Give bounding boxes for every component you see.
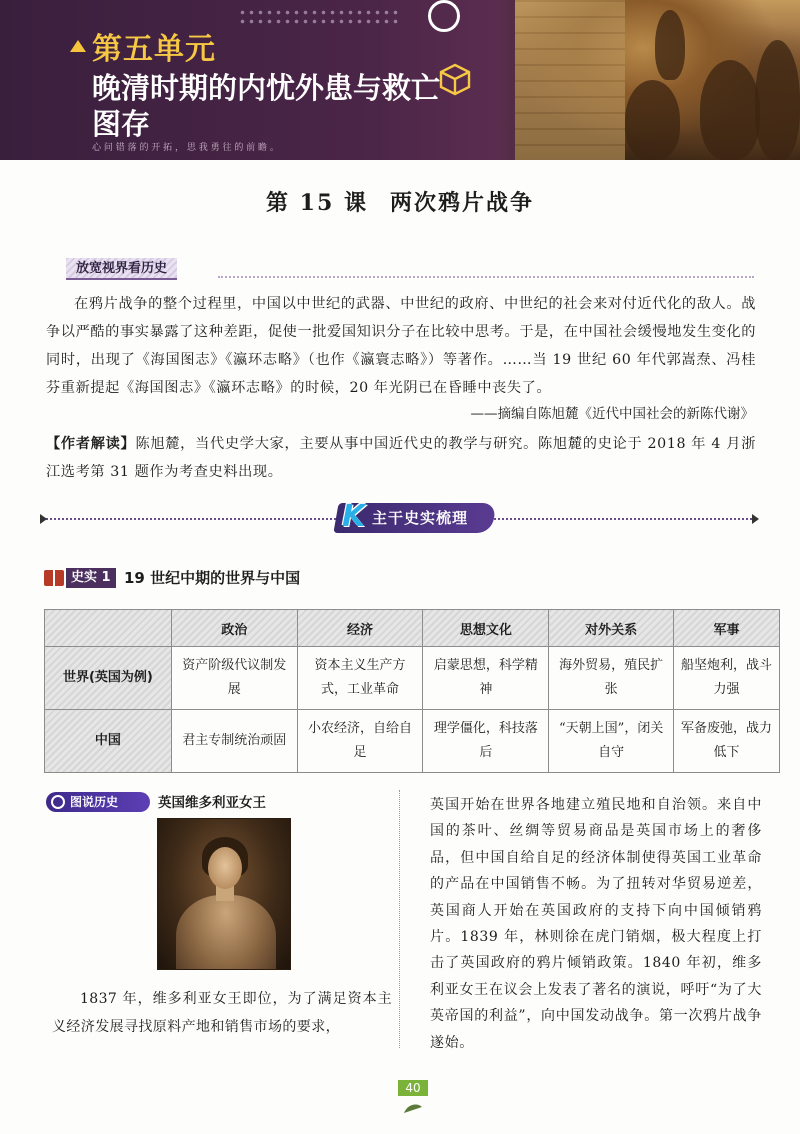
picture-caption: 1837 年，维多利亚女王即位，为了满足资本主义经济发展寻找原料产地和销售市场的要求， [52,991,392,1035]
row-header: 世界(英国为例) [45,647,172,710]
table-cell: 海外贸易，殖民扩张 [549,647,674,710]
table-cell: 君主专制统治顽固 [171,710,297,773]
broaden-paragraph: 在鸦片战争的整个过程里，中国以中世纪的武器、中世纪的政府、中世纪的社会来对付近代化的敌人。战争以严酷的事实暴露了这种差距，促使一批爱国知识分子在比较中思考。于是，在中国社会缓慢地发生变化的同时，出现了《海国图志》《瀛环志略》（也作《瀛寰志略》）等著作。……当 19 世纪 60 年代郭嵩焘、冯桂芬重新提起《海国图志》《瀛环志略》的时候，20 年光阴已在昏睡中丧失了。 [46,296,756,396]
decor-ring [428,0,460,32]
banner-history-photo [515,0,800,160]
fact-badge: 史实 1 [66,568,116,588]
unit-title: 第五单元 [92,32,216,67]
table-header-cell: 对外关系 [549,610,674,647]
lesson-number: 第 15 课 [266,190,368,216]
lesson-title [0,186,800,217]
table-cell: 资本主义生产方式，工业革命 [297,647,423,710]
triangle-icon [70,40,86,52]
table-cell: 资产阶级代议制发展 [171,647,297,710]
page-number: 40 [398,1080,428,1096]
comparison-table [44,609,780,773]
broaden-section-label: 放宽视界看历史 [66,258,177,280]
queen-victoria-portrait [157,818,291,970]
k-letter-icon: K [342,499,366,534]
section-divider [218,276,754,278]
picture-history-badge [46,792,150,812]
table-cell: 军备废弛，战力低下 [674,710,780,773]
picture-history-box [42,790,400,1048]
leaf-icon [402,1101,424,1115]
arrow-right-icon [40,514,47,524]
author-note-label: 【作者解读】 [46,436,136,452]
picture-title: 英国维多利亚女王 [158,795,266,811]
table-row [45,710,780,773]
table-cell: 理学僵化，科技落后 [423,710,549,773]
author-note [46,430,756,486]
table-header-row [45,610,780,647]
unit-banner [0,0,800,160]
table-cell: “天朝上国”，闭关自守 [549,710,674,773]
fact-title: 19 世纪中期的世界与中国 [124,569,301,587]
table-header-cell: 经济 [297,610,423,647]
quote-source: ——摘编自陈旭麓《近代中国社会的新陈代谢》 [470,406,754,422]
table-cell: 小农经济，自给自足 [297,710,423,773]
author-note-text: 陈旭麓，当代史学大家，主要从事中国近代史的教学与研究。陈旭麓的史论于 2018 年 4 月浙江选考第 31 题作为考查史料出现。 [46,436,756,480]
arrow-right-icon [752,514,759,524]
main-section-label: 主干史实梳理 [372,509,469,527]
table-row [45,647,780,710]
unit-subtitle: 晚清时期的内忧外患与救亡图存 [92,71,441,141]
decor-dots [238,8,398,26]
unit-tagline: 心 问 错 落 的 开 拓 ， 思 我 勇 往 的 前 瞻 。 [92,143,279,153]
lesson-name: 两次鸦片战争 [389,190,534,216]
lens-icon [51,795,65,809]
table-header-cell: 政治 [171,610,297,647]
table-header-cell: 思想文化 [423,610,549,647]
table-cell: 船坚炮利，战斗力强 [674,647,780,710]
cube-icon [438,62,472,96]
book-icon [44,570,64,586]
picture-history-label: 图说历史 [70,795,119,809]
table-header-cell [45,610,172,647]
table-cell: 启蒙思想，科学精神 [423,647,549,710]
row-header: 中国 [45,710,172,773]
picture-caption-continued: 英国开始在世界各地建立殖民地和自治领。来自中国的茶叶、丝绸等贸易商品是英国市场上的奢侈品，但中国自给自足的经济体制使得英国工业革命的产品在中国销售不畅。为了扭转对华贸易逆差，英国商人开始在英国政府的支持下向中国倾销鸦片。1839 年，林则徐在虎门销烟，极大程度上打击了英国政府的鸦片倾销政策。1840 年初，维多利亚女王在议会上发表了著名的演说，呼吁“为了大英帝国的利益”，向中国发动战争。第一次鸦片战争遂始。 [430,797,762,1051]
table-header-cell: 军事 [674,610,780,647]
